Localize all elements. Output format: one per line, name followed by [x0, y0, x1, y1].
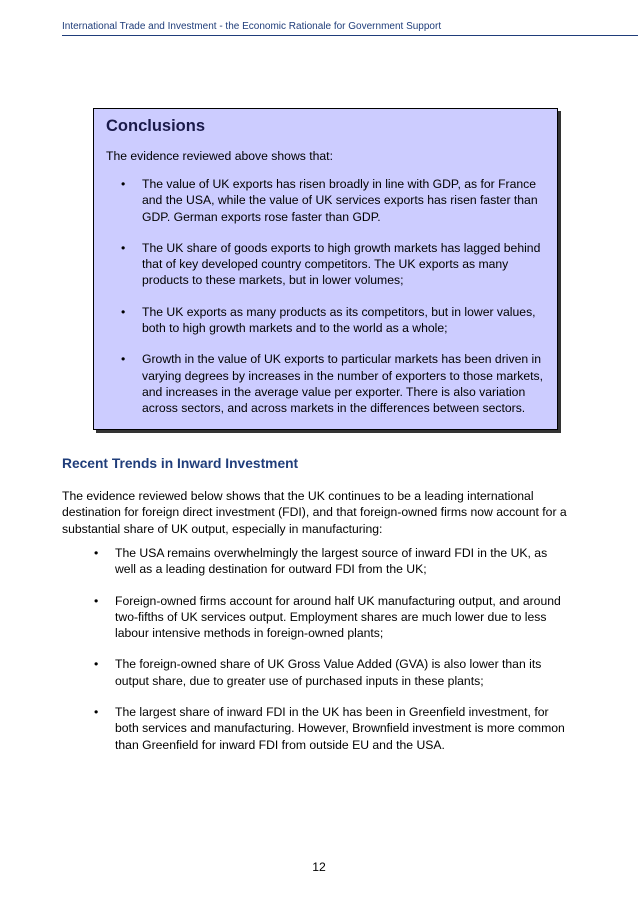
inward-investment-bullet-item	[91, 656, 571, 689]
bullet-icon: •	[94, 705, 99, 720]
running-header: International Trade and Investment - the Economic Rationale for Government Support	[62, 21, 442, 32]
inward-investment-bullet-text: Foreign-owned firms account for around half UK manufacturing output, and around two-fifths of UK services output. Employment shares are much lower due to less labour intensive methods in foreign-owned plants;	[115, 593, 561, 641]
inward-investment-list	[91, 545, 571, 768]
bullet-icon: •	[121, 352, 126, 367]
inward-investment-bullet-item	[91, 704, 571, 753]
bullet-icon: •	[121, 240, 126, 255]
bullet-icon: •	[121, 177, 126, 191]
conclusions-bullet-text: The UK share of goods exports to high growth markets has lagged behind that of key developed country competitors. The UK exports as many products to these markets, but in lower volumes;	[142, 240, 541, 288]
conclusions-bullet-item	[118, 240, 546, 289]
conclusions-box	[93, 108, 558, 430]
inward-investment-bullet-text: The foreign-owned share of UK Gross Value Added (GVA) is also lower than its output share, due to greater use of purchased inputs in these plants;	[115, 657, 542, 688]
inward-investment-bullet-text: The largest share of inward FDI in the UK has been in Greenfield investment, for both services and manufacturing. However, Brownfield investment is more common than Greenfield for inward FDI from outside EU and the USA.	[115, 705, 565, 752]
conclusions-intro: The evidence reviewed above shows that:	[106, 149, 333, 163]
inward-investment-bullet-item	[91, 545, 571, 578]
conclusions-title: Conclusions	[106, 117, 206, 135]
inward-investment-bullet-item	[91, 593, 571, 642]
section-intro: The evidence reviewed below shows that the UK continues to be a leading international destination for foreign direct investment (FDI), and that foreign-owned firms now account for a substantial share of UK output, especially in manufacturing:	[62, 489, 567, 536]
conclusions-bullet-item	[118, 304, 546, 337]
bullet-icon: •	[94, 657, 99, 672]
inward-investment-bullet-text: The USA remains overwhelmingly the largest source of inward FDI in the UK, as well as a leading destination for outward FDI from the UK;	[115, 546, 548, 577]
header-rule	[62, 35, 638, 36]
conclusions-bullet-text: The value of UK exports has risen broadly in line with GDP, as for France and the USA, while the value of UK services exports has risen faster than GDP. German exports rose faster than GDP.	[142, 177, 538, 224]
section-heading: Recent Trends in Inward Investment	[62, 456, 299, 471]
conclusions-list	[118, 176, 546, 432]
bullet-icon: •	[94, 593, 99, 608]
conclusions-bullet-item	[118, 351, 546, 416]
conclusions-bullet-item	[118, 176, 546, 225]
conclusions-bullet-text: Growth in the value of UK exports to particular markets has been driven in varying degrees by increases in the number of exporters to those markets, and increases in the average value per exporter. There is also variation across sectors, and across markets in the differences between sectors.	[142, 352, 544, 416]
bullet-icon: •	[121, 304, 126, 319]
conclusions-bullet-text: The UK exports as many products as its competitors, but in lower values, both to high growth markets and to the world as a whole;	[142, 304, 536, 336]
page-number: 12	[312, 860, 326, 874]
bullet-icon: •	[94, 546, 99, 560]
